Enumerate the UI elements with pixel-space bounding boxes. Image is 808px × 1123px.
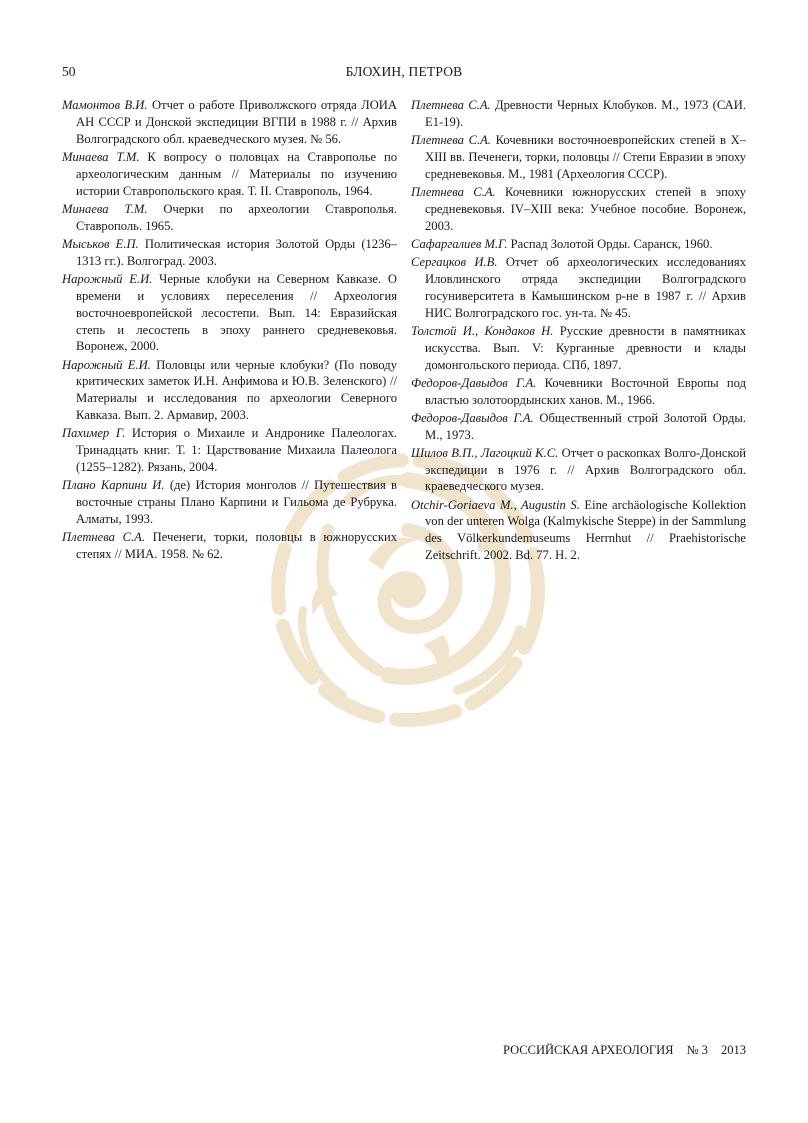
reference-entry — [411, 323, 746, 374]
reference-author: Федоров-Давыдов Г.А. — [411, 375, 537, 390]
reference-entry — [411, 184, 746, 235]
reference-entry — [411, 254, 746, 322]
page-footer — [503, 1043, 746, 1058]
reference-author: Плетнева С.А. — [62, 530, 145, 545]
reference-author: Сергацков И.В. — [411, 254, 498, 269]
reference-author: Минаева Т.М. — [62, 149, 140, 164]
reference-author: Нарожный Е.И. — [62, 271, 153, 286]
reference-text: Распад Золотой Орды. Саранск, 1960. — [507, 236, 713, 251]
reference-author: Otchir-Goriaeva M., Augustin S. — [411, 497, 580, 512]
reference-entry — [62, 97, 397, 148]
reference-author: Федоров-Давыдов Г.А. — [411, 410, 534, 425]
reference-text: Кочевники Восточной Европы под властью золотоордынских ханов. М., 1966. — [425, 375, 746, 407]
reference-entry — [62, 357, 397, 425]
reference-entry — [62, 149, 397, 200]
references-right-column — [411, 97, 746, 565]
reference-entry — [411, 445, 746, 496]
reference-text: Кочевники восточноевропейских степей в X–XIII вв. Печенеги, торки, половцы // Степи Евразии в эпоху средневековья. М., 1981 (Археология СССР). — [425, 133, 746, 181]
reference-text: (де) История монголов // Путешествия в восточные страны Плано Карпини и Гильома де Рубрука. Алматы, 1993. — [76, 478, 397, 527]
reference-text: Отчет об археологических исследованиях Иловлинского отряда экспедиции Волгоградского госуниверситета в Камышинском р-не в 1987 г. // Архив НИС Волгоградского гос. ун-та. № 45. — [425, 254, 746, 320]
reference-text: Отчет о раскопках Волго-Донской экспедиции в 1976 г. // Архив Волгоградского обл. краеведческого музея. — [425, 445, 746, 494]
journal-name: РОССИЙСКАЯ АРХЕОЛОГИЯ — [503, 1043, 674, 1057]
reference-text: Половцы или черные клобуки? (По поводу критических заметок И.Н. Анфимова и Ю.В. Зеленского) // Материалы и исследования по археологии Северного Кавказа. Вып. 2. Армавир, 2003. — [76, 357, 397, 423]
reference-text: Кочевники южнорусских степей в эпоху средневековья. IV–XIII века: Учебное пособие. Воронеж, 2003. — [425, 184, 746, 233]
reference-text: К вопросу о половцах на Ставрополье по археологическим данным // Материалы по изучению истории Ставропольского края. Т. II. Ставрополь, 1964. — [76, 149, 397, 198]
reference-author: Мыськов Е.П. — [62, 236, 139, 251]
reference-entry — [411, 375, 746, 409]
page-number: 50 — [62, 64, 76, 79]
reference-text: Отчет о работе Приволжского отряда ЛОИА АН СССР и Донской экспедиции ВГПИ в 1988 г. // Архив Волгоградского обл. краеведческого музея. № 56. — [76, 98, 397, 146]
reference-entry — [62, 425, 397, 476]
reference-entry — [62, 271, 397, 356]
reference-author: Плетнева С.А. — [411, 98, 491, 112]
reference-entry — [411, 410, 746, 444]
reference-text: Русские древности в памятниках искусства. Вып. V: Курганные древности и клады домонгольского периода. СПб, 1897. — [425, 323, 747, 372]
reference-text: Eine archäologische Kollektion von der unteren Wolga (Kalmykische Steppe) in der Sammlung des Völkerkundemuseums Herrnhut // Praehistorische Zeitschrift. 2002. Bd. 77. H. 2. — [425, 497, 746, 563]
reference-text: Политическая история Золотой Орды (1236–1313 гг.). Волгоград. 2003. — [76, 236, 397, 268]
reference-entry — [62, 529, 397, 563]
reference-author: Плетнева С.А. — [411, 133, 491, 147]
reference-author: Сафаргалиев М.Г. — [411, 236, 508, 251]
issue-number: № 3 — [686, 1043, 708, 1057]
reference-author: Пахимер Г. — [62, 426, 126, 441]
reference-entry — [411, 497, 746, 565]
reference-author: Толстой И., Кондаков Н. — [411, 323, 554, 338]
reference-text: История о Михаиле и Андронике Палеологах. Тринадцать книг. Т. 1: Царствование Михаила Палеолога (1255–1282). Рязань, 2004. — [76, 426, 398, 475]
reference-author: Минаева Т.М. — [62, 201, 148, 216]
reference-author: Нарожный Е.И. — [62, 357, 151, 372]
reference-entry — [411, 97, 746, 131]
reference-entry — [62, 201, 397, 235]
reference-text: Печенеги, торки, половцы в южнорусских степях // МИА. 1958. № 62. — [76, 530, 397, 562]
reference-author: Мамонтов В.И. — [62, 98, 148, 112]
reference-text: Общественный строй Золотой Орды. М., 1973. — [425, 410, 746, 442]
reference-author: Шилов В.П., Лагоцкий К.С. — [411, 445, 559, 460]
reference-entry — [411, 132, 746, 183]
running-title: БЛОХИН, ПЕТРОВ — [345, 64, 463, 79]
reference-entry — [62, 236, 397, 270]
issue-year: 2013 — [721, 1043, 746, 1057]
reference-entry — [411, 236, 746, 253]
reference-author: Плано Карпини И. — [62, 478, 165, 493]
reference-text: Древности Черных Клобуков. М., 1973 (САИ. Е1-19). — [425, 98, 746, 129]
reference-text: Черные клобуки на Северном Кавказе. О времени и условиях переселения // Археология восточноевропейской лесостепи. Вып. 14: Евразийская степь и лесостепь в эпоху раннего средневековья. Воронеж, 2000. — [76, 271, 397, 354]
references-left-column — [62, 97, 397, 564]
reference-text: Очерки по археологии Ставрополья. Ставрополь. 1965. — [76, 201, 397, 233]
reference-author: Плетнева С.А. — [411, 184, 496, 199]
reference-entry — [62, 477, 397, 528]
